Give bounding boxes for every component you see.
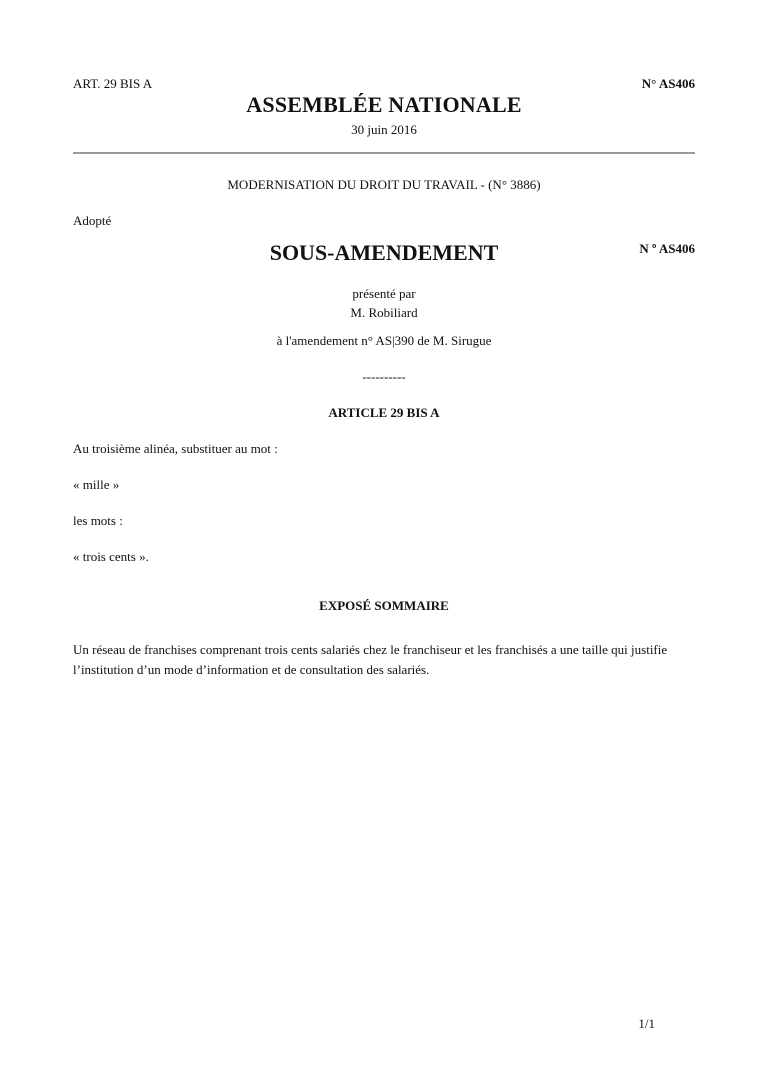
bill-title: MODERNISATION DU DROIT DU TRAVAIL - (N° 3886) [227, 177, 541, 192]
article-paragraph: les mots : [73, 513, 123, 528]
expose-summary-text: Un réseau de franchises comprenant trois cents salariés chez le franchiseur et les franchisés a une taille qui justifie l’institution d’un mode d’information et de consultation des salariés. [73, 642, 668, 677]
assembly-title: ASSEMBLÉE NATIONALE [246, 92, 522, 117]
document-date: 30 juin 2016 [351, 122, 417, 137]
amendment-number: N° AS406 [641, 76, 695, 91]
article-paragraph: Au troisième alinéa, substituer au mot : [73, 441, 278, 456]
sub-amendment-title: SOUS-AMENDEMENT [269, 240, 499, 265]
article-title: ARTICLE 29 BIS A [328, 405, 440, 420]
header-divider [73, 152, 695, 154]
amendment-status: Adopté [73, 213, 112, 228]
parent-amendment-reference: à l'amendement n° AS|390 de M. Sirugue [276, 333, 492, 348]
article-paragraph: « trois cents ». [73, 549, 149, 564]
expose-title: EXPOSÉ SOMMAIRE [319, 598, 449, 613]
section-separator: ---------- [362, 369, 406, 384]
article-reference: ART. 29 BIS A [73, 76, 153, 91]
sub-amendment-number: N º AS406 [639, 241, 695, 256]
author-name: M. Robiliard [350, 305, 418, 320]
presented-by-label: présenté par [352, 286, 416, 301]
page-number: 1/1 [638, 1016, 655, 1031]
article-paragraph: « mille » [73, 477, 120, 492]
